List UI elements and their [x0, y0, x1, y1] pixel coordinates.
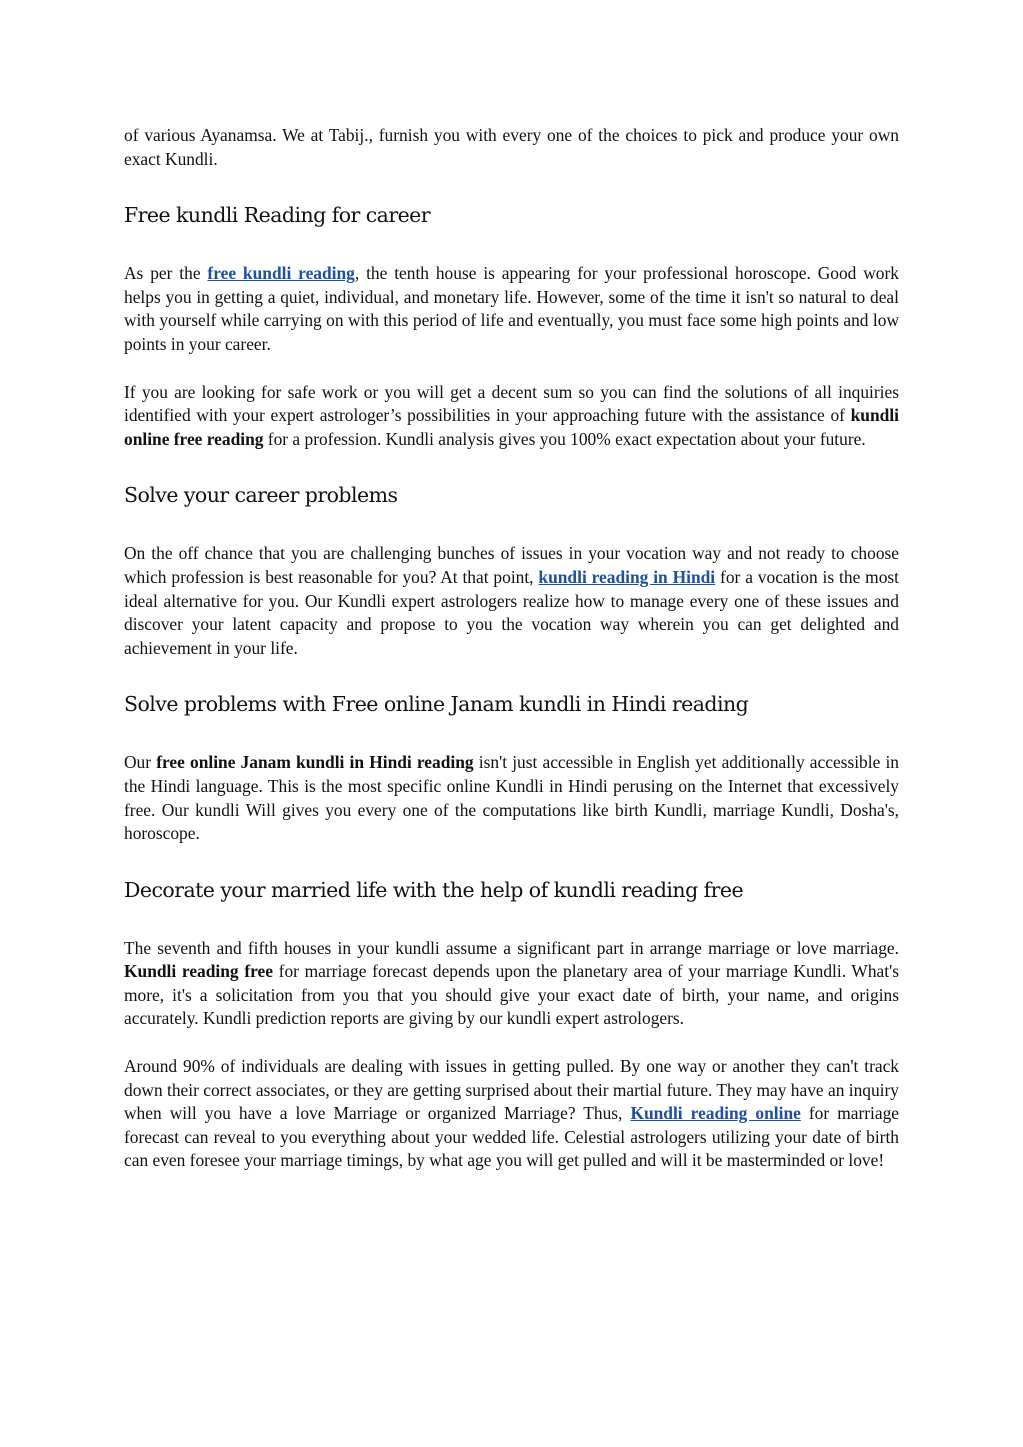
heading-married-life: Decorate your married life with the help of kundli reading free — [124, 877, 744, 902]
intro-paragraph: of various Ayanamsa. We at Tabij., furnish you with every one of the choices to pick and produce your own exact Kundli. — [124, 125, 899, 169]
heading-solve-career-problems: Solve your career problems — [124, 483, 398, 508]
paragraph-marriage-2: Around 90% of individuals are dealing with issues in getting pulled. By one way or another they can't track down their correct associates, or they are getting surprised about their martial future. They may have an inquiry when will you have a love Marriage or organized Marriage? Thus, Kundli reading online for marriage forecast can reveal to you everything about your wedded life. Celestial astrologers utilizing your date of birth can even foresee your marriage timings, by what age you will get pulled and will it be masterminded or love! — [124, 1056, 899, 1171]
document-page — [124, 124, 899, 1173]
paragraph-marriage-1: The seventh and fifth houses in your kundli assume a significant part in arrange marriage or love marriage. Kundli reading free for marriage forecast depends upon the planetary area of your marriage Kundli. What's more, it's a solicitation from you that you should give your exact date of birth, your name, and origins accurately. Kundli prediction reports are giving by our kundli expert astrologers. — [124, 937, 899, 1029]
paragraph-janam-kundli: Our free online Janam kundli in Hindi reading isn't just accessible in English yet additionally accessible in the Hindi language. This is the most specific online Kundli in Hindi perusing on the Internet that excessively free. Our kundli Will gives you every one of the computations like birth Kundli, marriage Kundli, Dosha's, horoscope. — [124, 752, 899, 844]
link-free-kundli-reading[interactable]: free kundli reading — [207, 263, 355, 284]
heading-free-kundli-career: Free kundli Reading for career — [124, 203, 431, 228]
link-kundli-reading-online[interactable]: Kundli reading online — [630, 1103, 801, 1124]
paragraph-career-problems: On the off chance that you are challenging bunches of issues in your vocation way and not ready to choose which profession is best reasonable for you? At that point, kundli reading in Hindi for a vocation is the most ideal alternative for you. Our Kundli expert astrologers realize how to manage every one of these issues and discover your latent capacity and propose to you the vocation way wherein you can get delighted and achievement in your life. — [124, 543, 899, 658]
paragraph-career-2: If you are looking for safe work or you will get a decent sum so you can find the solutions of all inquiries identified with your expert astrologer’s possibilities in your approaching future with the assistance of kundli online free reading for a profession. Kundli analysis gives you 100% exact expectation about your future. — [124, 381, 899, 449]
paragraph-career-1: As per the free kundli reading, the tenth house is appearing for your professional horoscope. Good work helps you in getting a quiet, individual, and monetary life. However, some of the time it isn't so natural to deal with yourself while carrying on with this period of life and eventually, you must face some high points and low points in your career. — [124, 263, 899, 354]
bold-kundli-online-free-reading: kundli online free reading — [124, 405, 899, 449]
bold-free-online-janam-kundli: free online Janam kundli in Hindi reading — [156, 752, 474, 773]
heading-janam-kundli-hindi: Solve problems with Free online Janam kundli in Hindi reading — [124, 692, 749, 717]
bold-kundli-reading-free: Kundli reading free — [124, 961, 273, 982]
link-kundli-reading-in-hindi[interactable]: kundli reading in Hindi — [538, 566, 716, 587]
